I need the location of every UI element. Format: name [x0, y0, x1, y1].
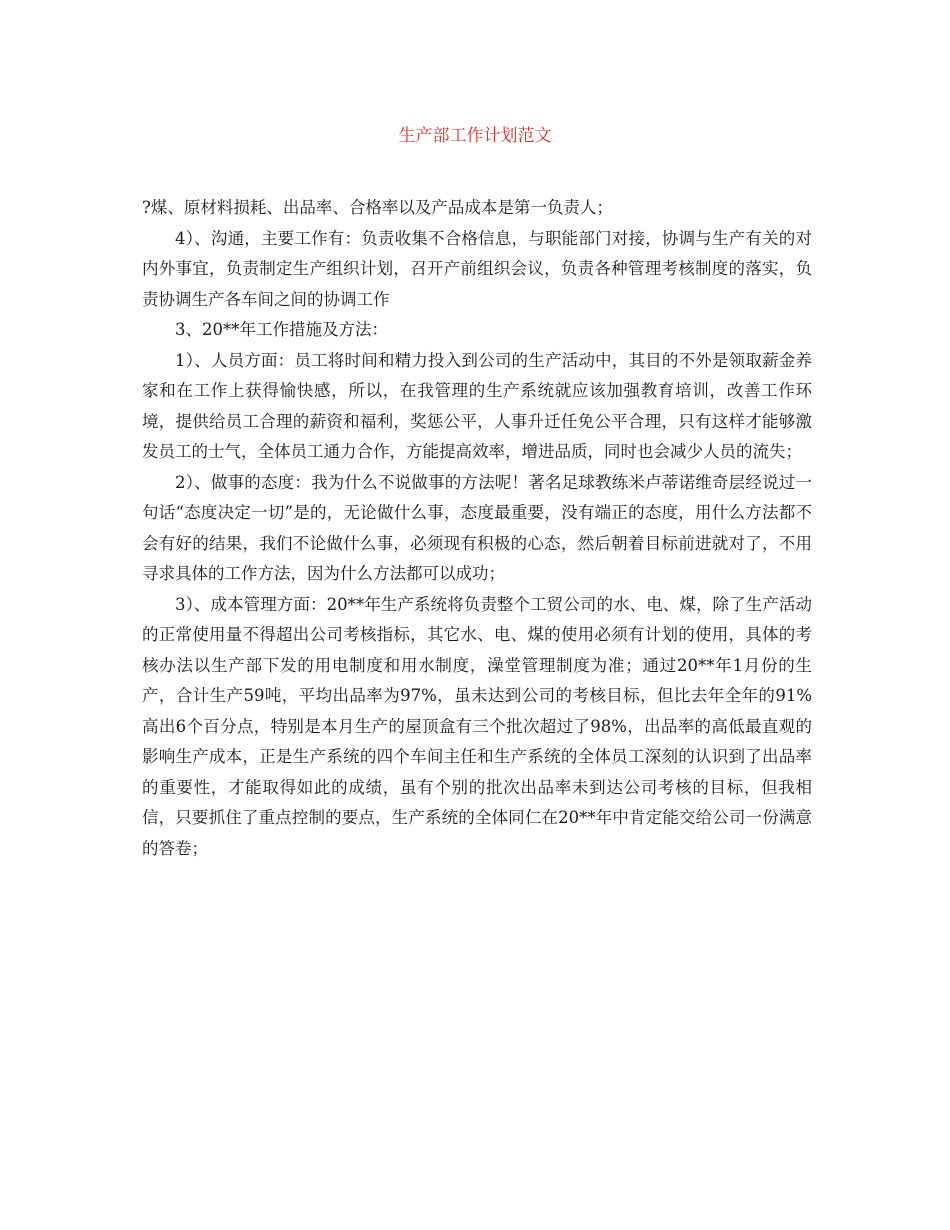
paragraph-continuation: ?煤、原材料损耗、出品率、合格率以及产品成本是第一负责人；	[142, 198, 613, 217]
document-title: 生产部工作计划范文	[398, 126, 552, 146]
paragraph-section-heading: 3、20**年工作措施及方法：	[175, 320, 388, 339]
paragraph-personnel: 1）、人员方面：员工将时间和精力投入到公司的生产活动中，其目的不外是领取薪金养家和在工作上获得愉快感，所以，在我管理的生产系统就应该加强教育培训，改善工作环境，提供给员工合理的薪资和福利，奖惩公平，人事升迁任免公平合理，只有这样才能够激发员工的士气，全体员工通力合作，方能提高效率，增进品质，同时也会减少人员的流失；	[142, 350, 812, 461]
paragraph-communication: 4）、沟通，主要工作有：负责收集不合格信息，与职能部门对接，协调与生产有关的对内外事宜，负责制定生产组织计划，召开产前组织会议，负责各种管理考核制度的落实，负责协调生产各车间之间的协调工作	[142, 228, 812, 309]
document-body	[142, 193, 812, 864]
paragraph-attitude: 2）、做事的态度：我为什么不说做事的方法呢！著名足球教练米卢蒂诺维奇层经说过一句话“态度决定一切”是的，无论做什么事，态度最重要，没有端正的态度，用什么方法都不会有好的结果，我们不论做什么事，必须现有积极的心态，然后朝着目标前进就对了，不用寻求具体的工作方法，因为什么方法都可以成功；	[142, 472, 812, 583]
paragraph-cost-management: 3）、成本管理方面：20**年生产系统将负责整个工贸公司的水、电、煤，除了生产活动的正常使用量不得超出公司考核指标，其它水、电、煤的使用必须有计划的使用，具体的考核办法以生产部下发的用电制度和用水制度，澡堂管理制度为准；通过20**年1月份的生产，合计生产59吨，平均出品率为97%，虽未达到公司的考核目标，但比去年全年的91%高出6个百分点，特别是本月生产的屋顶盒有三个批次超过了98%，出品率的高低最直观的影响生产成本，正是生产系统的四个车间主任和生产系统的全体员工深刻的认识到了出品率的重要性，才能取得如此的成绩，虽有个别的批次出品率未到达公司考核的目标，但我相信，只要抓住了重点控制的要点，生产系统的全体同仁在20**年中肯定能交给公司一份满意的答卷；	[142, 594, 812, 858]
